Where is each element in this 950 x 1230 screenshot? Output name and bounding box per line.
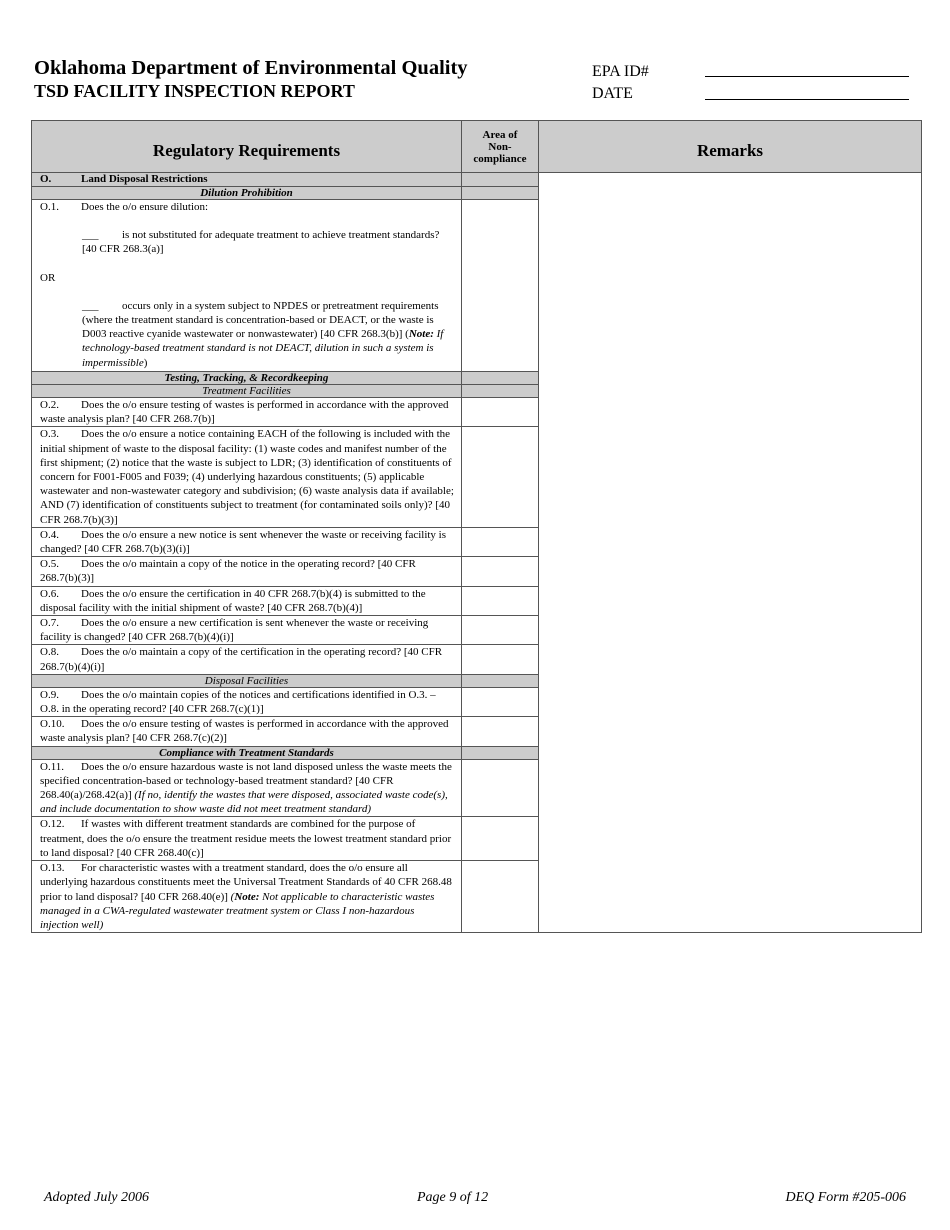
question-number: O.1. (40, 201, 59, 213)
area-noncompliance-field[interactable] (462, 527, 539, 556)
area-noncompliance-field[interactable] (462, 616, 539, 645)
footer-form-number: DEQ Form #205-006 (785, 1190, 906, 1205)
area-cell (462, 187, 539, 200)
question-o11 (32, 759, 462, 817)
question-number: O.3. (40, 428, 59, 441)
subheading-testing: Testing, Tracking, & Recordkeeping (32, 372, 462, 385)
date-label: DATE (592, 85, 633, 102)
or-separator: OR (40, 271, 56, 284)
question-number: O.2. (40, 399, 59, 411)
question-o2 (32, 398, 462, 427)
requirements-column-header: Regulatory Requirements (32, 121, 462, 173)
note-label: Note: (408, 328, 434, 341)
note-label: Note: (234, 890, 260, 903)
question-text: Does the o/o ensure a new notice is sent whenever the waste or receiving facility is changed? [40 CFR 268.7(b)(3)(i)] (40, 528, 447, 556)
question-o1 (32, 200, 462, 372)
remarks-column-header: Remarks (539, 121, 922, 173)
question-o4 (32, 527, 462, 556)
area-noncompliance-field[interactable] (462, 586, 539, 615)
subheading-dilution: Dilution Prohibition (32, 187, 462, 200)
question-text: Does the o/o ensure the certification in 40 CFR 268.7(b)(4) is submitted to the disposal facility with the initial shipment of waste? [40 CFR 268.7(b)(4)] (40, 587, 426, 614)
question-text: Does the o/o ensure hazardous waste is not land disposed unless the waste meets the specified concentration-based or technology-based treatment standard? [40 CFR 268.40(a)/268.42(a)] (40, 760, 452, 802)
area-cell (462, 674, 539, 687)
note-text: Not applicable to characteristic wastes managed in a CWA-regulated wastewater treatment system or Class I non-hazardous injection well) (40, 890, 435, 931)
option-text: occurs only in a system subject to NPDES or pretreatment requirements (where the treatment standard is concentration-based or DEACT, or the waste is D003 reactive cyanide wastewater or nonwastewater) [40 CFR 268.3(b)] ( (82, 299, 439, 341)
question-text: Does the o/o ensure testing of wastes is performed in accordance with the approved waste analysis plan? [40 CFR 268.7(b)] (40, 399, 449, 426)
area-noncompliance-field[interactable] (462, 427, 539, 527)
area-noncompliance-field[interactable] (462, 759, 539, 817)
question-o13 (32, 861, 462, 933)
agency-title: Oklahoma Department of Environmental Quality (34, 57, 468, 79)
footer-adopted: Adopted July 2006 (44, 1190, 149, 1205)
question-o5 (32, 557, 462, 586)
question-text: Does the o/o maintain copies of the notices and certifications identified in O.3. – O.8. in the operating record? [40 CFR 268.7(c)(1)] (40, 688, 436, 716)
epa-id-label: EPA ID# (592, 63, 649, 80)
checkbox-blank[interactable]: ___ (82, 299, 99, 312)
area-noncompliance-field[interactable] (462, 687, 539, 716)
inspection-table (31, 120, 922, 933)
question-text: For characteristic wastes with a treatment standard, does the o/o ensure all underlying hazardous constituents meet the Universal Treatment Standards of 40 CFR 268.48 prior to land disposal? [40 CFR 268.40(e)] (40, 862, 452, 903)
epa-id-field[interactable] (705, 76, 909, 77)
question-o3 (32, 427, 462, 527)
question-number: O.4. (40, 528, 59, 541)
area-noncompliance-field[interactable] (462, 200, 539, 372)
section-title: Land Disposal Restrictions (81, 173, 208, 185)
checkbox-blank[interactable]: ___ (82, 229, 99, 242)
subheading-treatment: Treatment Facilities (32, 385, 462, 398)
question-o12 (32, 817, 462, 861)
question-number: O.11. (40, 760, 65, 773)
question-number: O.7. (40, 617, 59, 630)
question-number: O.8. (40, 646, 59, 659)
question-note: (If no, identify the wastes that were disposed, associated waste code(s), and include documentation to show waste did not meet treatment standard) (40, 789, 448, 816)
question-number: O.5. (40, 558, 59, 571)
question-text: Does the o/o ensure a new certification is sent whenever the waste or receiving facility is changed? [40 CFR 268.7(b)(4)(i)] (40, 617, 429, 644)
section-letter: O. (40, 173, 52, 185)
question-number: O.12. (40, 818, 65, 831)
area-cell (462, 173, 539, 187)
question-text: Does the o/o maintain a copy of the notice in the operating record? [40 CFR 268.7(b)(3)] (40, 558, 416, 585)
subheading-disposal: Disposal Facilities (32, 674, 462, 687)
footer-page-number: Page 9 of 12 (417, 1190, 489, 1205)
area-cell (462, 385, 539, 398)
question-text: Does the o/o ensure testing of wastes is performed in accordance with the approved waste analysis plan? [40 CFR 268.7(c)(2)] (40, 718, 449, 745)
note-open: ( (230, 890, 235, 903)
area-noncompliance-field[interactable] (462, 557, 539, 586)
question-o10 (32, 717, 462, 746)
remarks-field[interactable] (539, 173, 922, 933)
area-noncompliance-field[interactable] (462, 645, 539, 674)
area-cell (462, 372, 539, 385)
question-number: O.13. (40, 862, 65, 875)
question-number: O.6. (40, 587, 59, 600)
area-cell (462, 746, 539, 759)
question-o7 (32, 616, 462, 645)
area-noncompliance-column-header: Area of Non- compliance (462, 121, 539, 173)
question-o6 (32, 586, 462, 615)
question-number: O.10. (40, 718, 65, 731)
question-text: Does the o/o maintain a copy of the certification in the operating record? [40 CFR 268.7(b)(4)(i)] (40, 646, 443, 673)
area-noncompliance-field[interactable] (462, 817, 539, 861)
question-number: O.9. (40, 688, 59, 701)
subheading-compliance: Compliance with Treatment Standards (32, 746, 462, 759)
option-text: is not substituted for adequate treatment to achieve treatment standards? [40 CFR 268.3(a)] (82, 229, 440, 256)
question-text: Does the o/o ensure a notice containing EACH of the following is included with the initial shipment of waste to the disposal facility: (1) waste codes and manifest number of the first shipment; (2) notice that the waste is subject to LDR; (3) identification of constituents of concern for F001-F005 and F039; (4) underlying hazardous constituents; (5) applicable wastewater and non-wastewater category and subdivision; (6) waste analysis data if available; AND (7) identification of constituents subject to treatment (for contaminated soils only)? [40 CFR 268.7(b)(3)] (40, 428, 454, 526)
note-close: ) (143, 356, 148, 369)
area-noncompliance-field[interactable] (462, 398, 539, 427)
area-noncompliance-field[interactable] (462, 861, 539, 933)
question-text: Does the o/o ensure dilution: (81, 201, 209, 213)
question-text: If wastes with different treatment standards are combined for the purpose of treatment, does the o/o ensure the treatment residue meets the lowest treatment standard prior to land disposal? [40 CFR 268.40(c)] (40, 818, 452, 859)
note-text: If technology-based treatment standard is not DEACT, dilution in such a system is impermissible (82, 328, 444, 369)
report-title: TSD FACILITY INSPECTION REPORT (34, 81, 355, 101)
date-field[interactable] (705, 99, 909, 100)
section-heading (32, 173, 462, 187)
question-o8 (32, 645, 462, 674)
area-noncompliance-field[interactable] (462, 717, 539, 746)
question-o9 (32, 687, 462, 716)
